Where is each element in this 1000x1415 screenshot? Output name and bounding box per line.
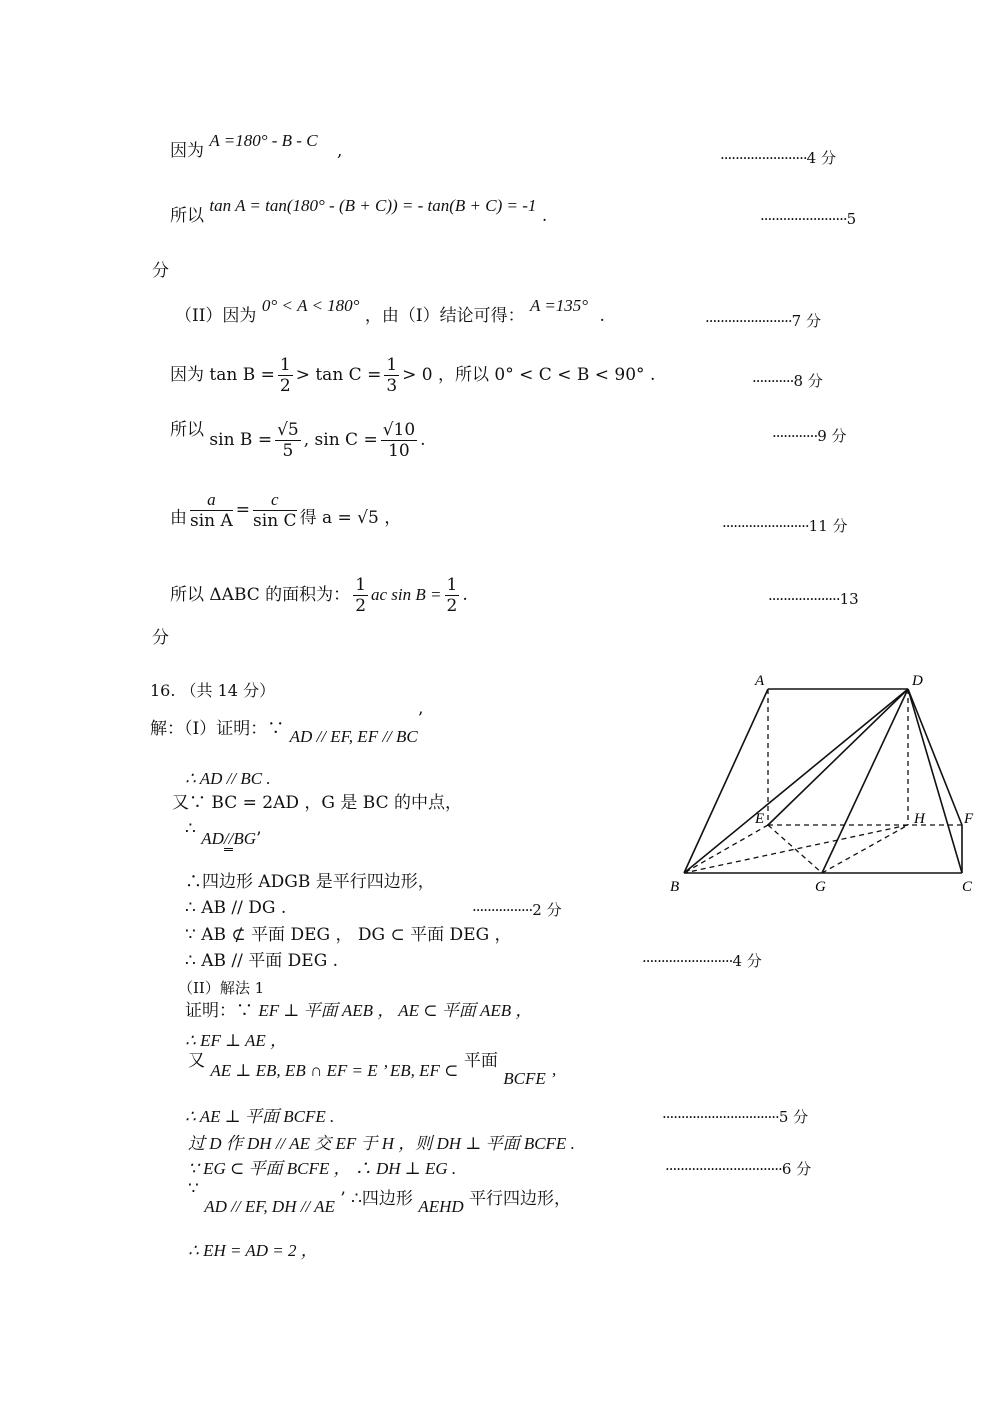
proof-line: ∴ EF ⊥ AE ， (185, 1031, 288, 1050)
score-dots: ·······························5 分 (662, 1108, 809, 1126)
fraction-c-over-sinC: $\frac{c}{\text{sin C}}$ (253, 490, 297, 531)
proof-line: 过 D 作 DH // AE 交 EF 于 H ，则 DH ⊥ 平面 BCFE . (188, 1134, 575, 1153)
proof-line: 解：（I）证明：∵ AD // EF, EF // BC’ (150, 709, 424, 746)
fraction-one-half: $\frac{1}{2}$ (355, 575, 367, 616)
proof-line: ∴ AE ⊥ 平面 BCFE . (185, 1107, 335, 1126)
score-dots: ························4 分 (642, 952, 762, 970)
eq-A-135: A =135° (530, 296, 589, 315)
score-dots: ·······························6 分 (665, 1160, 812, 1178)
score-dots: ············9 分 (772, 427, 847, 445)
line-tanB-tanC: 因为 tan B = $\frac{1}{2}$ > tan C = $\frac{1}{3}$ > 0 ，所以 0° < C < B < 90° . (170, 355, 656, 396)
proof-line: 又 AE ⊥ EB, EB ∩ EF = E ’ EB, EF ⊂ 平面 BCFE ’ (188, 1051, 556, 1088)
edge-DB (684, 689, 908, 873)
proof-line: ∴ AD // BC . (185, 769, 271, 788)
edge-AB (684, 689, 768, 873)
fraction-a-over-sinA: $\frac{a}{\text{sin A}}$ (190, 490, 233, 531)
ineq-A-range: 0° < A < 180° (261, 296, 360, 315)
eq-tanA: tan A = tan(180° - (B + C)) = - tan(B + C) = -1 (209, 196, 537, 215)
proof-line: （II）解法 1 (178, 979, 265, 997)
label-B: B (670, 879, 680, 895)
edge-EG (768, 825, 822, 873)
proof-line: ∵ AB ⊄ 平面 DEG ， DG ⊂ 平面 DEG ， (185, 925, 512, 945)
proof-line: ∵ EG ⊂ 平面 BCFE ， ∴ DH ⊥ EG . (188, 1159, 457, 1178)
score-wrap: 分 (152, 628, 169, 648)
proof-line: ∴ AB // 平面 DEG . (185, 951, 339, 971)
score-dots: ·······················11 分 (722, 517, 848, 535)
score-dots: ·······················4 分 (720, 149, 836, 167)
eq-angle-sum: A =180° - B - C (209, 131, 318, 150)
proof-line: 又∵ BC = 2AD ，G 是 BC 的中点， (172, 793, 463, 813)
label-H: H (914, 811, 925, 827)
edge-DC (908, 689, 962, 873)
score-dots: ················2 分 (472, 901, 562, 919)
line-law-of-sines: 由 $\frac{a}{\text{sin A}}$ = $\frac{c}{\text{sin C}}$ 得 a = √5 ， (170, 490, 402, 531)
label-A: A (755, 673, 765, 689)
line-sinB-sinC: 所以 sin B = $\frac{√5}{5}$ , sin C = $\frac{√10}{10}$ . (170, 420, 426, 461)
edge-DG (822, 689, 908, 873)
proof-line: ∴ EH = AD = 2 ， (188, 1241, 318, 1260)
label-G: G (815, 879, 826, 895)
edge-DE (768, 689, 908, 825)
edge-DF (908, 689, 962, 825)
problem-16-header: 16. （共 14 分） (150, 681, 276, 700)
proof-line: ∵ AD // EF, DH // AE ’ ∴四边形 AEHD 平行四边形， (188, 1179, 572, 1216)
line-tanA: 所以 tan A = tan(180° - (B + C)) = - tan(B + C) = -1 . (170, 196, 548, 226)
label-E: E (755, 811, 765, 827)
fraction-root5-over-5: $\frac{√5}{5}$ (277, 420, 299, 461)
fraction-one-half: $\frac{1}{2}$ (279, 355, 291, 396)
proof-line: 证明：∵ EF ⊥ 平面 AEB ， AE ⊂ 平面 AEB ， (185, 1001, 533, 1021)
label-F: F (964, 811, 974, 827)
proof-line: ∴ AB // DG . (185, 898, 287, 918)
label-D: D (912, 673, 923, 689)
fraction-root10-over-10: $\frac{√10}{10}$ (382, 420, 416, 461)
fraction-one-half: $\frac{1}{2}$ (446, 575, 458, 616)
parallel-equal-symbol: // (224, 829, 233, 851)
edge-HB (684, 825, 908, 873)
proof-line: ∴四边形 ADGB 是平行四边形， (185, 872, 435, 892)
proof-line: ∴ AD//BG’ (185, 819, 262, 849)
score-wrap: 分 (152, 261, 169, 281)
score-dots: ·······················5 (760, 210, 857, 228)
line-area: 所以 ΔABC 的面积为： $\frac{1}{2}$ ac sin B = $\frac{1}{2}$ . (170, 575, 468, 616)
fraction-one-third: $\frac{1}{3}$ (386, 355, 398, 396)
label-C: C (962, 879, 973, 895)
score-dots: ·······················7 分 (705, 312, 821, 330)
line-angle-sum: 因为 A =180° - B - C , (170, 131, 343, 161)
line-part2-intro: （II）因为 0° < A < 180° ，由（I）结论可得： A =135° . (175, 296, 605, 326)
score-dots: ···········8 分 (752, 372, 823, 390)
edge-EB (684, 825, 768, 873)
score-dots: ···················13 (768, 590, 859, 608)
edge-GH (822, 825, 908, 873)
geometry-figure (660, 665, 980, 900)
